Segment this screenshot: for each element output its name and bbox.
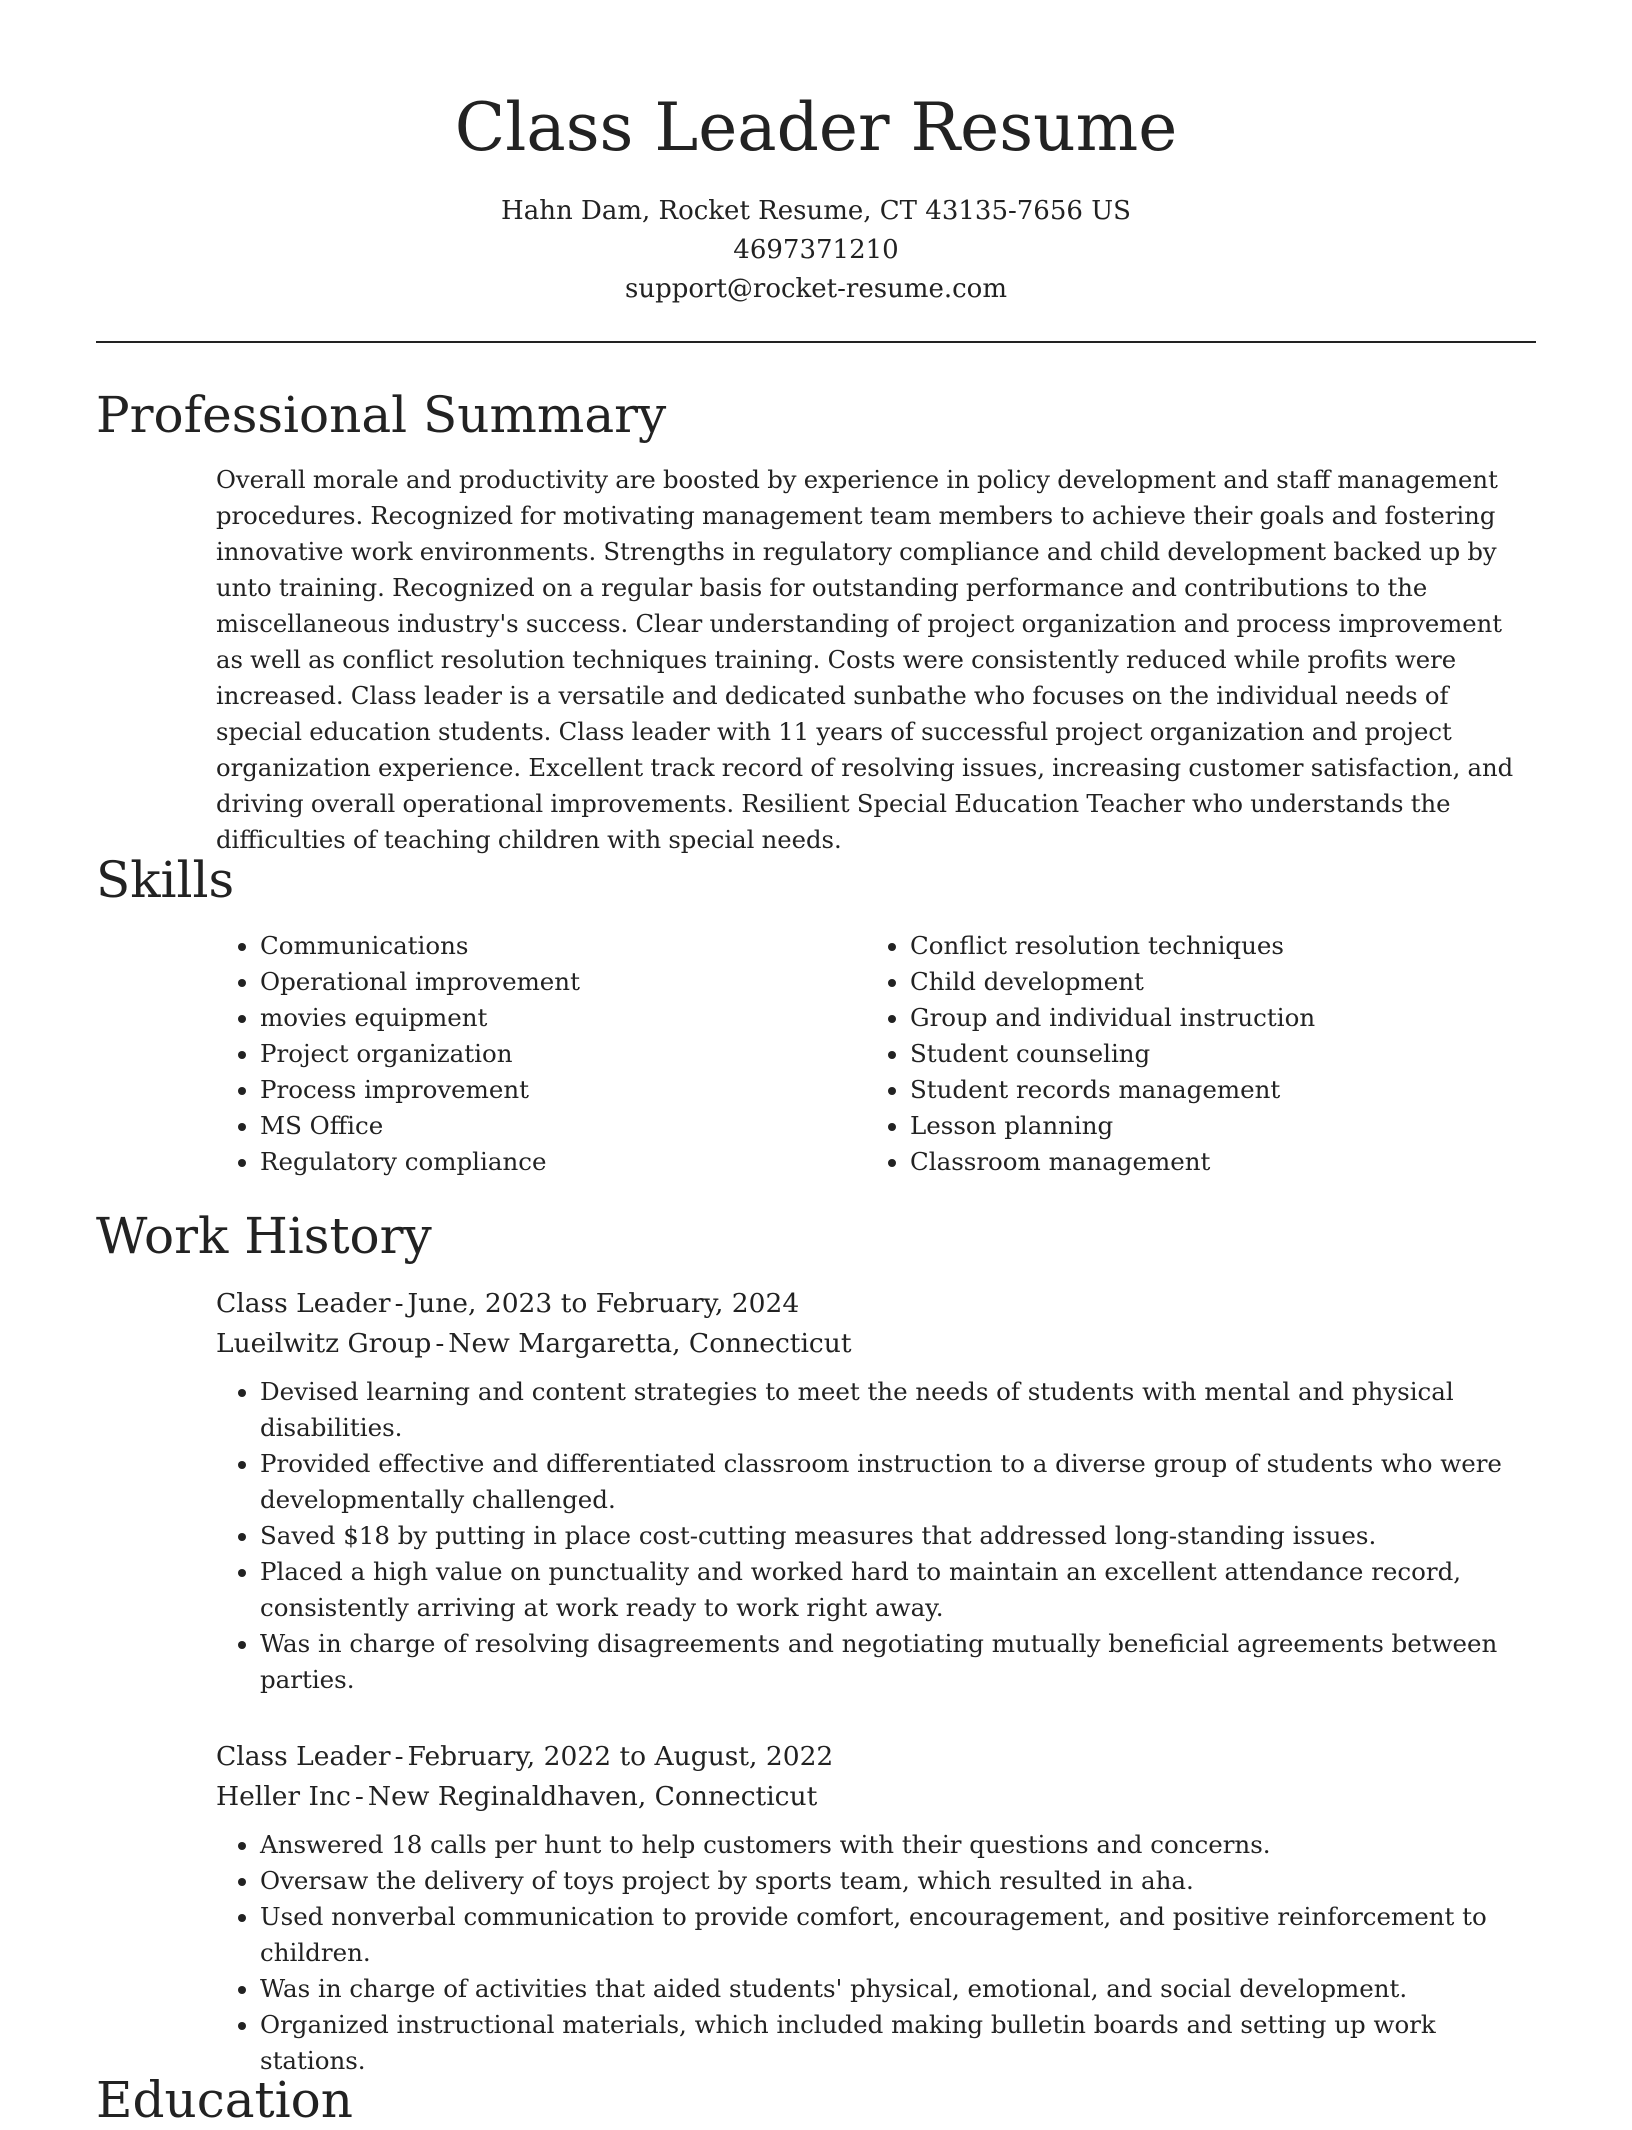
education-heading: Education [96, 2071, 353, 2129]
skill-item: • Communications [260, 928, 580, 964]
skill-item: • Regulatory compliance [260, 1144, 580, 1180]
job-bullet: • Placed a high value on punctuality and worked hard to maintain an excellent attendance record, consistently arriving at work ready to work right away. [260, 1554, 1510, 1626]
skill-item: • Project organization [260, 1036, 580, 1072]
skill-item: • Lesson planning [910, 1108, 1315, 1144]
contact-info [0, 192, 1632, 309]
skills-list-left [216, 928, 580, 1180]
skill-item: • Classroom management [910, 1144, 1315, 1180]
contact-phone: 4697371210 [733, 235, 899, 265]
job-company: Lueilwitz Group [216, 1328, 432, 1359]
job-bullet: • Oversaw the delivery of toys project by sports team, which resulted in aha. [260, 1863, 1510, 1899]
skills-list-right [866, 928, 1315, 1180]
job-bullet: • Provided effective and differentiated classroom instruction to a diverse group of students who were developmentally challenged. [260, 1446, 1510, 1518]
contact-email: support@rocket-resume.com [624, 274, 1007, 304]
skill-item: • Child development [910, 964, 1315, 1000]
job-bullet: • Was in charge of resolving disagreements and negotiating mutually beneficial agreements between parties. [260, 1626, 1510, 1698]
job-title: Class Leader [216, 1741, 391, 1772]
job-title-line: Class Leader - June, 2023 to February, 2024 [216, 1288, 800, 1319]
job-company: Heller Inc [216, 1781, 351, 1812]
job-bullet: • Was in charge of activities that aided students' physical, emotional, and social development. [260, 1971, 1510, 2007]
skill-item: • Student records management [910, 1072, 1315, 1108]
resume-header [0, 0, 1632, 309]
job-company-line: Heller Inc - New Reginaldhaven, Connecticut [216, 1781, 818, 1812]
summary-text: Overall morale and productivity are boosted by experience in policy development and staff management procedures. Recognized for motivating management team members to achieve their goals and fostering innovative work environments. Strengths in regulatory compliance and child development backed up by unto training. Recognized on a regular basis for outstanding performance and contributions to the miscellaneous industry's success. Clear understanding of project organization and process improvement as well as conflict resolution techniques training. Costs were consistently reduced while profits were increased. Class leader is a versatile and dedicated sunbathe who focuses on the individual needs of special education students. Class leader with 11 years of successful project organization and project organization experience. Excellent track record of resolving issues, increasing customer satisfaction, and driving overall operational improvements. Resilient Special Education Teacher who understands the difficulties of teaching children with special needs. [216, 465, 1514, 854]
job-title-line: Class Leader - February, 2022 to August, 2022 [216, 1741, 834, 1772]
job-dates: February, 2022 to August, 2022 [407, 1741, 834, 1772]
skill-item: • Conflict resolution techniques [910, 928, 1315, 964]
job-bullet: • Used nonverbal communication to provide comfort, encouragement, and positive reinforcement to children. [260, 1899, 1510, 1971]
skill-item: • movies equipment [260, 1000, 580, 1036]
job-entry [216, 1284, 1502, 1698]
resume-title: Class Leader Resume [454, 89, 1178, 166]
job-location: New Margaretta, Connecticut [448, 1328, 852, 1359]
job-bullet: • Devised learning and content strategies to meet the needs of students with mental and physical disabilities. [260, 1374, 1510, 1446]
job-bullet: • Organized instructional materials, which included making bulletin boards and setting up work stations. [260, 2007, 1510, 2079]
job-bullets [216, 1827, 1510, 2079]
skill-item: • Operational improvement [260, 964, 580, 1000]
skill-item: • Process improvement [260, 1072, 580, 1108]
skill-item: • Group and individual instruction [910, 1000, 1315, 1036]
summary-heading: Professional Summary [96, 386, 667, 444]
job-location: New Reginaldhaven, Connecticut [367, 1781, 818, 1812]
contact-address: Hahn Dam, Rocket Resume, CT 43135-7656 US [501, 196, 1131, 226]
skills-heading: Skills [96, 851, 235, 909]
skill-item: • MS Office [260, 1108, 580, 1144]
header-divider [96, 341, 1536, 343]
job-bullet: • Saved $18 by putting in place cost-cutting measures that addressed long-standing issues. [260, 1518, 1510, 1554]
job-title: Class Leader [216, 1288, 391, 1319]
job-bullet: • Answered 18 calls per hunt to help customers with their questions and concerns. [260, 1827, 1510, 1863]
job-dates: June, 2023 to February, 2024 [407, 1288, 800, 1319]
job-bullets [216, 1374, 1510, 1698]
job-company-line: Lueilwitz Group - New Margaretta, Connecticut [216, 1328, 852, 1359]
work-history-heading: Work History [96, 1207, 432, 1265]
skill-item: • Student counseling [910, 1036, 1315, 1072]
job-entry [216, 1737, 1486, 2079]
